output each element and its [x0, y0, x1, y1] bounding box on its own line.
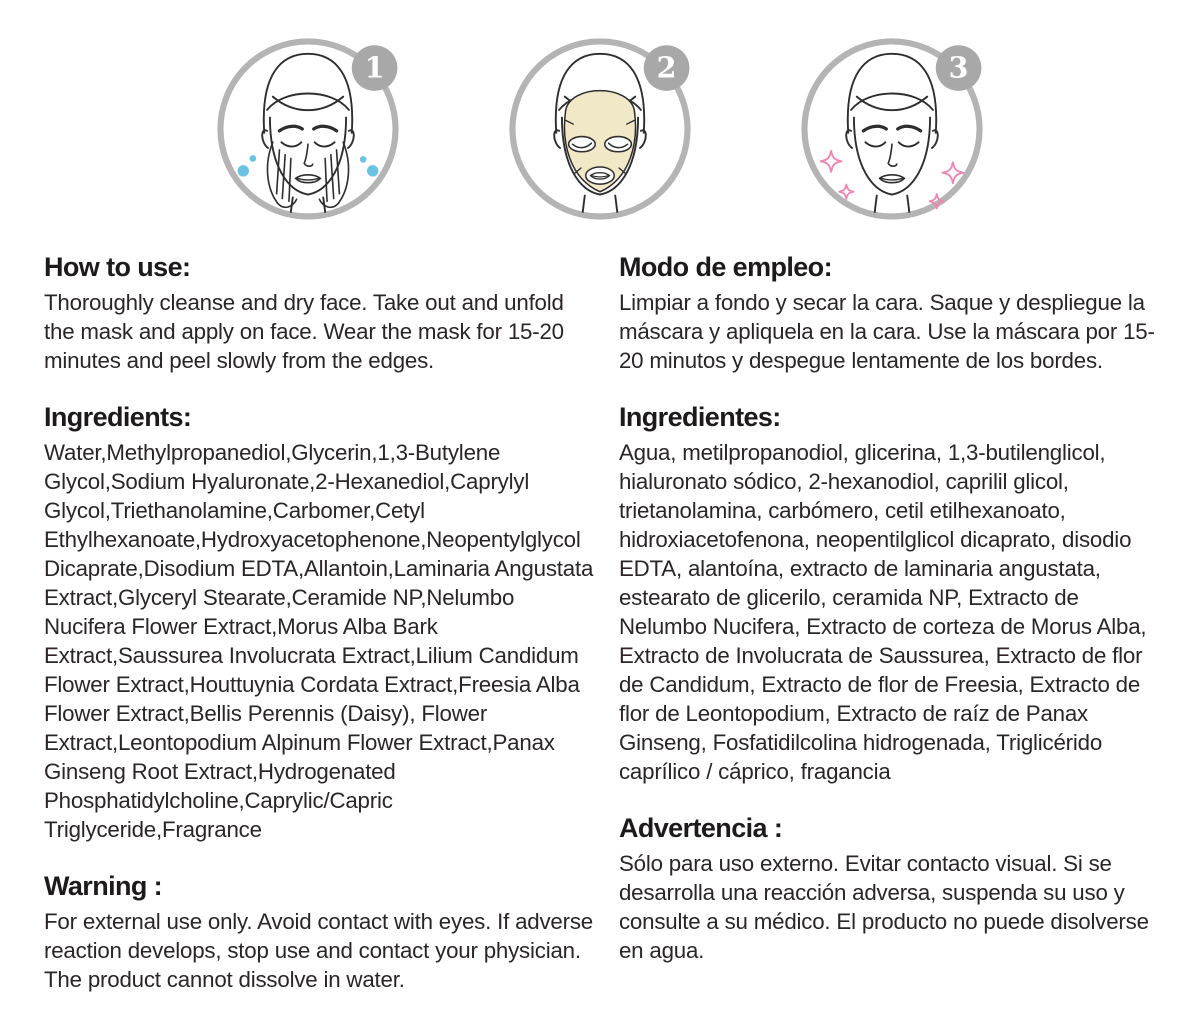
ingredients-heading-es: Ingredientes:: [618, 402, 781, 432]
english-column: [44, 252, 595, 1013]
face-line-art: [838, 54, 945, 226]
how-to-use-heading-es: Modo de empleo:: [618, 252, 832, 282]
text-columns: [0, 226, 1199, 1013]
step-3: [796, 30, 988, 226]
spanish-column: [619, 252, 1161, 1013]
cleanse-face-illustration: [212, 30, 404, 226]
step-number: 2: [656, 50, 677, 85]
step-number: 3: [948, 50, 969, 85]
ingredients-text-es: Agua, metilpropanodiol, glicerina, 1,3-butilenglicol, hialuronato sódico, 2-hexanodiol, caprilil glicol, trietanolamina, carbómero, cetil etilhexanoato, hidroxiacetofenona, neopentilglicol dicaprato, disodio EDTA, alantoína, extracto de laminaria angustata, estearato de glicerilo, ceramida NP, Extracto de Nelumbo Nucifera, Extracto de corteza de Morus Alba, Extracto de Involucrata de Saussurea, Extracto de flor de Candidum, Extracto de flor de Freesia, Extracto de flor de Leontopodium, Extracto de raíz de Panax Ginseng, Fosfatidilcolina hidrogenada, Triglicérido caprílico / cáprico, fragancia: [618, 440, 1147, 784]
step-2: [504, 30, 696, 226]
face-line-art: [546, 54, 653, 226]
warning-heading-es: Advertencia :: [618, 813, 783, 843]
how-to-use-text-en: Thoroughly cleanse and dry face. Take out and unfold the mask and apply on face. Wear the mask for 15-20 minutes and peel slowly from the edges.: [44, 290, 564, 373]
warning-heading-en: Warning :: [44, 871, 163, 901]
how-to-use-section-es: [619, 252, 1161, 375]
warning-section-es: [619, 813, 1161, 965]
ingredients-text-en: Water,Methylpropanediol,Glycerin,1,3-Butylene Glycol,Sodium Hyaluronate,2-Hexanediol,Caprylyl Glycol,Triethanolamine,Carbomer,Cetyl Ethylhexanoate,Hydroxyacetophenone,Neopentylglycol Dicaprate,Disodium EDTA,Allantoin,Laminaria Angustata Extract,Glyceryl Stearate,Ceramide NP,Nelumbo Nucifera Flower Extract,Morus Alba Bark Extract,Saussurea Involucrata Extract,Lilium Candidum Flower Extract,Houttuynia Cordata Extract,Freesia Alba Flower Extract,Bellis Perennis (Daisy), Flower Extract,Leontopodium Alpinum Flower Extract,Panax Ginseng Root Extract,Hydrogenated Phosphatidylcholine,Caprylic/Capric Triglyceride,Fragrance: [44, 440, 594, 842]
warning-text-en: For external use only. Avoid contact with eyes. If adverse reaction develops, stop use and contact your physician. The product cannot dissolve in water.: [44, 909, 594, 992]
how-to-use-heading-en: How to use:: [44, 252, 191, 282]
ingredients-section-en: [44, 402, 595, 844]
face-line-art: [254, 54, 361, 226]
sheet-mask-illustration: [504, 30, 696, 226]
step-number: 1: [364, 50, 385, 85]
usage-steps-row: [0, 0, 1199, 226]
how-to-use-text-es: Limpiar a fondo y secar la cara. Saque y despliegue la máscara y apliquela en la cara. Use la máscara por 15-20 minutos y despegue lentamente de los bordes.: [618, 290, 1155, 373]
ingredients-section-es: [619, 402, 1161, 786]
warning-text-es: Sólo para uso externo. Evitar contacto visual. Si se desarrolla una reacción adversa, suspenda su uso y consulte a su médico. El producto no puede disolverse en agua.: [618, 851, 1149, 963]
ingredients-heading-en: Ingredients:: [44, 402, 192, 432]
how-to-use-section-en: [44, 252, 595, 375]
step-1: [212, 30, 404, 226]
glowing-face-illustration: [796, 30, 988, 226]
warning-section-en: [44, 871, 595, 994]
